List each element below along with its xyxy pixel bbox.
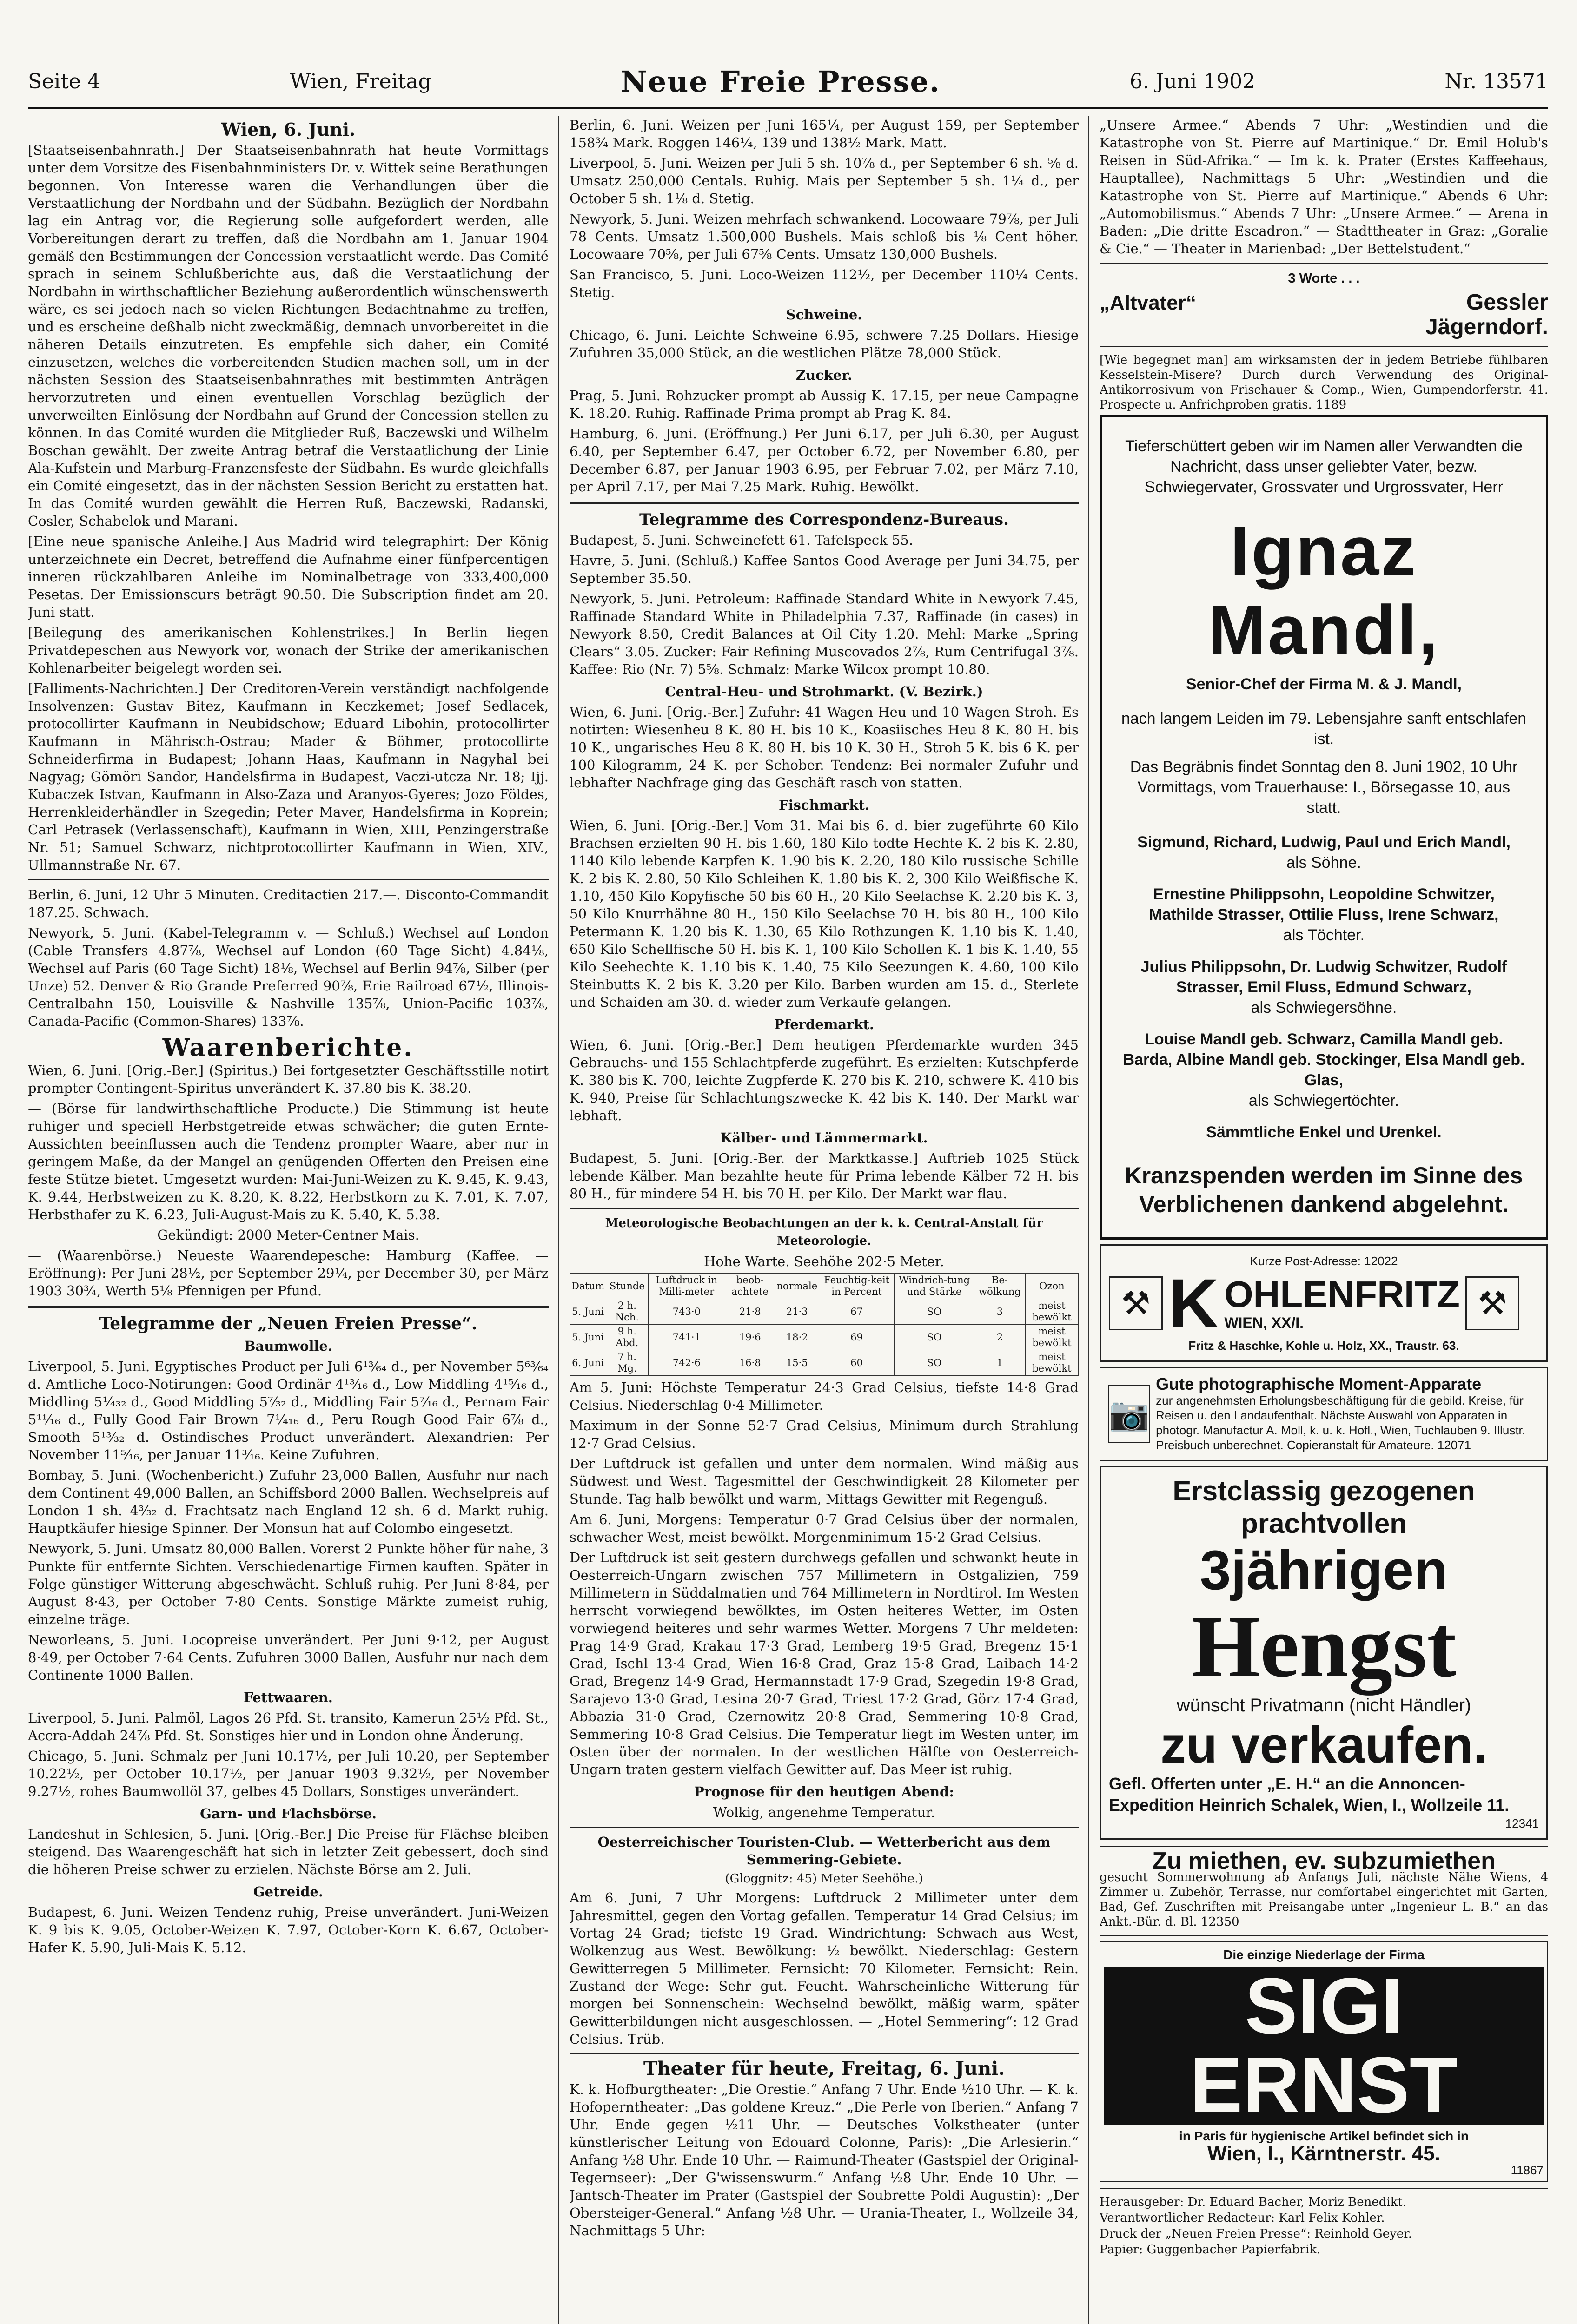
ad-line: zu verkaufen. xyxy=(1160,1717,1488,1774)
table-cell: 67 xyxy=(819,1299,895,1325)
theatre-listing: „Unsere Armee.“ Abends 7 Uhr: „Westindien und die Katastrophe von St. Pierre auf Martinique.“ Dr. Emil Holub's Reisen in Süd-Afrika.“ — Im k. k. Prater (Erstes Kaffeehaus, Hauptallee), Nachmittags 5 Uhr: „Westindien und die Katastrophe von St. Pierre auf Martinique.“ Abends 6 Uhr: „Automobilismus.“ Abends 7 Uhr: „Unsere Armee.“ — Arena in Baden: „Die dritte Escadron.“ — Stadttheater in Graz: „Goralie & Cie.“ — Theater in Marienbad: „Der Bettelstudent.“ xyxy=(1100,117,1548,257)
subsection-heading: Pferdemarkt. xyxy=(774,1017,875,1032)
article-paragraph: Am 6. Juni, Morgens: Temperatur 0·7 Grad Celsius über der normalen, schwacher West, meist bewölkt. Morgenminimum 15·2 Grad Celsius. xyxy=(570,1512,1079,1545)
table-header-cell: beob-achtete xyxy=(725,1274,775,1299)
table-header-cell: Datum xyxy=(570,1274,606,1299)
ad-line: Erstclassig gezogenen prachtvollen xyxy=(1173,1475,1475,1539)
notice-intro: Tieferschüttert geben wir im Namen aller Verwandten die Nachricht, dass unser geliebter Vater, bezw. Schwiegervater, Grossvater und Urgrossvater, Herr xyxy=(1125,437,1523,496)
table-cell: 5. Juni xyxy=(570,1299,606,1325)
divider xyxy=(570,1827,1079,1828)
divider xyxy=(28,879,549,880)
sigi-ernst-ad xyxy=(1100,1941,1548,2182)
met-table-subtitle: Hohe Warte. Seehöhe 202·5 Meter. xyxy=(704,1254,944,1269)
table-cell: 742·6 xyxy=(648,1350,725,1376)
ad-ref-number: 12341 xyxy=(1505,1816,1539,1830)
wreath-notice: Kranzspenden werden im Sinne des Verblichenen dankend abgelehnt. xyxy=(1125,1162,1523,1217)
table-cell: 69 xyxy=(819,1325,895,1350)
ad-address: Wien, I., Kärntnerstr. 45. xyxy=(1207,2142,1440,2165)
ad-line: Die einzige Niederlage der Firma xyxy=(1223,1948,1425,1962)
article-paragraph: Liverpool, 5. Juni. Palmöl, Lagos 26 Pfd. St. transito, Kamerun 25½ Pfd. St., Accra-Addah 24⅞ Pfd. St. Sonstiges hier und in London ohne Änderung. xyxy=(28,1710,549,1743)
ad-logo-row: ⚒ K OHLENFRITZ WIEN, XX/I. ⚒ xyxy=(1109,1268,1539,1338)
theatre-listing: K. k. Hofburgtheater: „Die Orestie.“ Anfang 7 Uhr. Ende ½10 Uhr. — K. k. Hofoperntheater: „Das goldene Kreuz.“ „Die Perle von Iberien.“ Anfang 7 Uhr. Ende gegen ½11 Uhr. — Deutsches Volkstheater (unter künstlerischer Leitung von Edouard Colonne, Paris): „Die Arlesierin.“ Anfang ½8 Uhr. Ende 10 Uhr. — Raimund-Theater (Gastspiel der Original-Tegernseer): „Der G'wissenswurm.“ Anfang ½8 Uhr. Ende 10 Uhr. — Jantsch-Theater im Prater (Gastspiel der Soubrette Poldi Augustin): „Der Obersteiger-General.“ Anfang ½8 Uhr. — Urania-Theater, I., Wollzeile 34, Nachmittags 5 Uhr: xyxy=(570,2081,1079,2238)
table-cell: 60 xyxy=(819,1350,895,1376)
subsection-heading: Central-Heu- und Strohmarkt. (V. Bezirk.) xyxy=(665,684,983,700)
column-2 xyxy=(570,116,1079,2324)
table-header-cell: Be-wölkung xyxy=(974,1274,1025,1299)
ad-contact: Gefl. Offerten unter „E. H.“ an die Annoncen-Expedition Heinrich Schalek, Wien, I., Wollzeile 11. xyxy=(1109,1774,1510,1815)
divider xyxy=(1100,263,1548,264)
table-cell: 18·2 xyxy=(775,1325,819,1350)
subsection-heading: Baumwolle. xyxy=(244,1338,332,1354)
table-header-cell: Windrich-tung und Stärke xyxy=(895,1274,974,1299)
ad-telegram-address: Kurze Post-Adresse: 12022 xyxy=(1250,1254,1398,1268)
article-paragraph: Am 5. Juni: Höchste Temperatur 24·3 Grad Celsius, tiefste 14·8 Grad Celsius. Niederschlag 0·4 Millimeter. xyxy=(570,1380,1079,1413)
table-cell: 3 xyxy=(974,1299,1025,1325)
ad-text: „Altvater“ xyxy=(1100,291,1196,314)
ad-company-name: OHLENFRITZ xyxy=(1224,1274,1460,1315)
subsection-heading: Garn- und Flachsbörse. xyxy=(200,1806,377,1822)
article-paragraph: Budapest, 6. Juni. Weizen Tendenz ruhig, Preise unverändert. Juni-Weizen K. 9 bis K. 9.05, October-Weizen K. 7.97, October-Korn K. 6.67, October-Hafer K. 5.90, Juli-Mais K. 5.12. xyxy=(28,1904,549,1955)
article-paragraph: Budapest, 5. Juni. [Orig.-Ber. der Marktkasse.] Auftrieb 1025 Stück lebende Kälber. Man bezahlte heute für Prima lebende Kälber 72 H. bis 80 H., für mindere 54 H. bis 70 H. per Kilo. Der Markt war flau. xyxy=(570,1150,1079,1202)
ad-text: zur angenehmsten Erholungsbeschäftigung für die gebild. Kreise, für Reisen u. den Landaufenthalt. Nächste Auswahl von Apparaten in photogr. Manufactur A. Moll, k. u. k. Hofl., Wien, Tuchlauben 9. Illustr. Preisbuch unberechnet. Copieranstalt für Amateure. 12071 xyxy=(1156,1393,1525,1452)
newspaper-title: Neue Freie Presse. xyxy=(621,64,941,99)
header-date: 6. Juni 1902 xyxy=(1129,69,1256,93)
horse-sale-ad xyxy=(1100,1466,1548,1840)
subsection-heading: Fischmarkt. xyxy=(778,797,869,813)
header-city-day: Wien, Freitag xyxy=(290,69,431,93)
table-cell: 2 h. Nch. xyxy=(606,1299,648,1325)
notice-text: nach langem Leiden im 79. Lebensjahre sanft entschlafen ist. xyxy=(1121,710,1527,748)
ad-address: Fritz & Haschke, Kohle u. Holz, XX., Traustr. 63. xyxy=(1188,1339,1459,1353)
hammer-pick-icon: ⚒ xyxy=(1465,1276,1519,1330)
article-paragraph: Chicago, 6. Juni. Leichte Schweine 6.95, schwere 7.25 Dollars. Hiesige Zufuhren 35,000 Stück, an die westlichen Plätze 78,000 Stück. xyxy=(570,327,1079,361)
article-paragraph: [Falliments-Nachrichten.] Der Creditoren-Verein verständigt nachfolgende Insolvenzen: Gustav Bitez, Kaufmann in Keczkemet; Josef Sedlacek, protocollirter Kaufmann in Neubidschow; Eduard Libohin, protocollirter Kaufmann in Mährisch-Ostrau; Mader & Böhmer, protocollirte Schneiderfirma in Budapest; Johann Haas, Kaufmann in Nagyhal bei Nagyag; Gömöri Sandor, Handelsfirma in Budapest, Vaczi-utcza Nr. 18; Ijj. Kubaczek Istvan, Kaufmann in Also-Zaza und Aranyos-Gyeres; Jozo Földes, Herrenkleiderhändler in Szegedin; Peter Maver, Handelsfirma in Koprein; Carl Petrasek (Verlassenschaft), Kaufmann in Wien, XIII, Penzingerstraße Nr. 51; Samuel Schwarz, nichtprotocollirter Kaufmann in Wien, XIV., Ullmannstraße Nr. 67. xyxy=(28,680,549,873)
article-paragraph: [Beilegung des amerikanischen Kohlenstrikes.] In Berlin liegen Privatdepeschen aus Newyork vor, wonach der Strike der amerikanischen Kohlenarbeiter beigelegt worden sei. xyxy=(28,625,549,676)
article-paragraph: Prag, 5. Juni. Rohzucker prompt ab Aussig K. 17.15, per neue Campagne K. 18.20. Ruhig. Raffinade Prima prompt ab Prag K. 84. xyxy=(570,388,1079,421)
article-paragraph: Der Luftdruck ist seit gestern durchwegs gefallen und schwankt heute in Oesterreich-Ungarn zwischen 757 Millimetern in Ostgalizien, 759 Millimetern in Süddalmatien und 764 Millimetern in Nordtirol. Im Westen herrscht vorwiegend bewölktes, im Osten heiteres Wetter, im Osten vorwiegend heiteres und sehr warmes Wetter. Morgens 7 Uhr meldeten: Prag 14·9 Grad, Krakau 17·3 Grad, Lemberg 19·5 Grad, Bregenz 15·1 Grad, Ischl 13·4 Grad, Wien 16·8 Grad, Graz 15·8 Grad, Laibach 14·2 Grad, Bregenz 14·9 Grad, Hermannstadt 17·9 Grad, Szegedin 19·8 Grad, Sarajevo 13·0 Grad, Lesina 20·7 Grad, Triest 17·2 Grad, Görz 17·4 Grad, Abbazia 31·0 Grad, Czernowitz 20·8 Grad, Semmering 10·8 Grad, Semmering 10·8 Grad Celsius. Die Temperatur liegt im Westen unter, im Osten über der normalen. In der westlichen Hälfte von Oesterreich-Ungarn traten gestern vielfach Gewitter auf. Das Meer ist ruhig. xyxy=(570,1550,1079,1777)
table-row xyxy=(570,1299,1079,1325)
weather-table xyxy=(570,1273,1079,1376)
table-cell: 2 xyxy=(974,1325,1025,1350)
rent-ad-text: gesucht Sommerwohnung ab Anfangs Juli, nächste Nähe Wiens, 4 Zimmer u. Zubehör, Terrasse, nur comfortabel eingerichtet mit Garten, Bad, Gef. Zuschriften mit Preisangabe unter „Ingenieur L. B.“ an das Ankt.-Bür. d. Bl. 12350 xyxy=(1100,1870,1548,1929)
page-number: Seite 4 xyxy=(28,69,100,93)
table-cell: SO xyxy=(895,1325,974,1350)
ad-city: WIEN, XX/I. xyxy=(1224,1314,1304,1331)
article-paragraph: Berlin, 6. Juni. Weizen per Juni 165¼, per August 159, per September 158¾ Mark. Roggen 146¼, 139 und 138½ Mark. Matt. xyxy=(570,117,1079,151)
hammer-pick-icon: ⚒ xyxy=(1109,1276,1163,1330)
ad-line: in Paris für hygienische Artikel befindet sich in xyxy=(1179,2129,1469,2143)
ad-paragraph: [Wie begegnet man] am wirksamsten der in jedem Betriebe fühlbaren Kesselstein-Misere? Durch durch Verwendung des Original-Antikorrosivum von Frischauer & Comp., Wien, Gumpendorferstr. 41. Prospecte u. Anfrichproben gratis. 1189 xyxy=(1100,353,1548,412)
mourning-notice xyxy=(1100,415,1548,1240)
table-cell: 9 h. Abd. xyxy=(606,1325,648,1350)
table-header-cell: Stunde xyxy=(606,1274,648,1299)
table-header-cell: Ozon xyxy=(1025,1274,1078,1299)
ad-line: wünscht Privatmann (nicht Händler) xyxy=(1176,1695,1471,1716)
family-relation: als Töchter. xyxy=(1283,926,1365,944)
article-paragraph: Wien, 6. Juni. [Orig.-Ber.] Dem heutigen Pferdemarkte wurden 345 Gebrauchs- und 155 Schlachtpferde zugeführt. Es erzielten: Kutschpferde K. 380 bis K. 700, leichte Zugpferde K. 270 bis K. 210, schwere K. 410 bis K. 940, Preise für Schlachtungszwecke K. 42 bis K. 140. Der Markt war lebhaft. xyxy=(570,1037,1079,1123)
article-paragraph: Wien, 6. Juni. [Orig.-Ber.] (Spiritus.) Bei fortgesetzter Geschäftsstille notirt prompter Contingent-Spiritus unverändert K. 37.80 bis K. 38.20. xyxy=(28,1063,549,1096)
subsection-note: (Gloggnitz: 45) Meter Seehöhe.) xyxy=(725,1872,923,1886)
section-heading: Waarenberichte. xyxy=(162,1034,414,1062)
subsection-heading: Getreide. xyxy=(253,1884,324,1900)
divider xyxy=(570,502,1079,504)
ad-headline: Hengst xyxy=(1191,1598,1457,1696)
article-paragraph: Hamburg, 6. Juni. (Eröffnung.) Per Juni 6.17, per Juli 6.30, per August 6.40, per September 6.47, per October 6.72, per November 6.80, per December 6.87, per Januar 1903 6.95, per Februar 7.02, per März 7.10, per April 7.17, per Mai 7.25 Mark. Ruhig. Bewölkt. xyxy=(570,426,1079,495)
divider xyxy=(1100,2188,1548,2189)
family-names: Sigmund, Richard, Ludwig, Paul und Erich Mandl, xyxy=(1137,833,1511,851)
table-cell: 1 xyxy=(974,1350,1025,1376)
table-cell: meist bewölkt xyxy=(1025,1325,1078,1350)
article-paragraph: Chicago, 5. Juni. Schmalz per Juni 10.17½, per Juli 10.20, per September 10.22½, per October 10.17½, per Januar 1903 9.32½, per November 9.27½, rohes Baumwollöl 37, gelbes 45 Dollars, Sonstiges unverändert. xyxy=(28,1748,549,1799)
table-cell: 743·0 xyxy=(648,1299,725,1325)
article-paragraph: Berlin, 6. Juni, 12 Uhr 5 Minuten. Creditactien 217.—. Disconto-Commandit 187.25. Schwach. xyxy=(28,887,549,920)
article-paragraph: Am 6. Juni, 7 Uhr Morgens: Luftdruck 2 Millimeter unter dem Jahresmittel, gegen den Vortag gefallen. Temperatur 14 Grad Celsius; im Vortag 24 Grad; tiefste 19 Grad. Windrichtung: Schwach aus West, Wolkenzug aus West. Bewölkung: ½ bewölkt. Niederschlag: Gestern Gewitterregen 5 Millimeter. Fernsicht: 70 Kilometer. Fernsicht: Rein. Zustand der Wege: Sehr gut. Feucht. Wahrscheinliche Witterung für morgen bei Sonnenschein: Wechselnd bewölkt, mäßig warm, später Gewitterbildungen nicht ausgeschlossen. — „Hotel Semmering“: 12 Grad Celsius. Trüb. xyxy=(570,1890,1079,2047)
theatre-heading: Theater für heute, Freitag, 6. Juni. xyxy=(643,2058,1005,2080)
article-paragraph: Liverpool, 5. Juni. Egyptisches Product per Juli 6¹³⁄₆₄ d., per November 5⁶³⁄₆₄ d. Amtliche Loco-Notirungen: Good Ordinär 4¹³⁄₁₆ d., Low Middling 4¹⁵⁄₁₆ d., Middling 5¼₃₂ d., Good Middling 5⁷⁄₃₂ d., Middling Fair 5⁷⁄₁₆ d., Pernam Fair 5¹¹⁄₁₆ d., Fully Good Fair Brown 7¼₁₆ d., Peru Rough Good Fair 6⅞ d., Smooth 5¹³⁄₃₂ d. Ostindisches Product unverändert. Alexandrien: Per November 11⁵⁄₁₆, per Januar 11³⁄₁₆. Keine Zufuhren. xyxy=(28,1359,549,1463)
notice-text: Das Begräbnis findet Sonntag den 8. Juni 1902, 10 Uhr Vormittags, vom Trauerhause: I., Börsegasse 10, aus statt. xyxy=(1130,758,1518,817)
divider xyxy=(28,1306,549,1308)
table-header-row xyxy=(570,1274,1079,1299)
ad-headline: SIGI ERNST xyxy=(1104,1967,1544,2125)
article-paragraph: Newyork, 5. Juni. Petroleum: Raffinade Standard White in Newyork 7.45, Raffinade Standard White in Philadelphia 7.37, Raffinade (in cases) in Newyork 8.50, Credit Balances at Oil City 1.20. Mehl: Marke „Spring Clears“ 3.05. Zucker: Fair Refining Muscovados 2⅞, Rum Centrifugal 3⅞. Kaffee: Rio (Nr. 7) 5⅝. Schmalz: Marke Wilcox prompt 10.80. xyxy=(570,591,1079,677)
ad-line: 3jährigen xyxy=(1199,1539,1448,1601)
table-cell: 741·1 xyxy=(648,1325,725,1350)
family-names: Sämmtliche Enkel und Urenkel. xyxy=(1206,1123,1442,1141)
table-cell: 6. Juni xyxy=(570,1350,606,1376)
article-paragraph: Wien, 6. Juni. [Orig.-Ber.] Zufuhr: 41 Wagen Heu und 10 Wagen Stroh. Es notirten: Wiesenheu 8 K. 80 H. bis 10 K., Koasiisches Heu 8 K. 80 H. bis 10 K., ungarisches Heu 8 K. 80 H. bis 10 K. 30 H., Stroh 5 K. bis 6 K. per 100 Kilogramm, 24 K. per Schober. Tendenz: Bei normaler Zufuhr und lebhafter Nachfrage ging das Geschäft rasch von statten. xyxy=(570,704,1079,791)
subsection-heading: Zucker. xyxy=(795,367,853,383)
subsection-heading: Fettwaaren. xyxy=(244,1690,333,1705)
altvater-ad xyxy=(1100,290,1548,315)
family-relation: als Schwiegersöhne. xyxy=(1251,999,1397,1017)
article-paragraph: San Francisco, 5. Juni. Loco-Weizen 112½, per December 110¼ Cents. Stetig. xyxy=(570,267,1079,300)
page-header xyxy=(28,56,1548,109)
divider xyxy=(1100,346,1548,347)
article-paragraph: Bombay, 5. Juni. (Wochenbericht.) Zufuhr 23,000 Ballen, Ausfuhr nur nach dem Continent 49,000 Ballen, an Schiffsbord 2000 Ballen. Wechselpreis auf London 1 sh. 4³⁄₃₂ d. Frachtsatz nach England 12 sh. 6 d. Markt ruhig. Hauptkäufer hiesige Spinner. Der Monsun hat auf Colombo eingesetzt. xyxy=(28,1467,549,1536)
article-paragraph: Liverpool, 5. Juni. Weizen per Juli 5 sh. 10⅞ d., per September 6 sh. ⅝ d. Umsatz 250,000 Centals. Ruhig. Mais per September 5 sh. 1¼ d., per October 5 sh. 1⅛ d. Stetig. xyxy=(570,155,1079,206)
photo-apparatus-ad xyxy=(1100,1367,1548,1461)
family-relation: als Schwiegertöchter. xyxy=(1248,1092,1399,1109)
table-cell: 5. Juni xyxy=(570,1325,606,1350)
ad-label: 3 Worte . . . xyxy=(1288,271,1360,286)
table-body xyxy=(570,1299,1079,1376)
family-names: Louise Mandl geb. Schwarz, Camilla Mandl geb. Barda, Albine Mandl geb. Stockinger, Elsa Mandl geb. Glas, xyxy=(1123,1030,1525,1089)
ad-text: Jägerndorf. xyxy=(1425,315,1548,339)
column-3 xyxy=(1100,116,1548,2324)
article-paragraph: [Staatseisenbahnrath.] Der Staatseisenbahnrath hat heute Vormittags unter dem Vorsitze des Eisenbahnministers Dr. v. Wittek seine Berathungen begonnen. Von Interesse waren die Verhandlungen über die Verstaatlichung der Nordbahn und der Südbahn. Bezüglich der Nordbahn lag ein Antrag vor, die Regierung solle aufgefordert werden, alle Vorbereitungen derart zu treffen, daß die Nordbahn am 1. Januar 1904 gemäß den Bestimmungen der Concession verstaatlicht werde. Das Comité sprach in seinem Schlußberichte aus, daß die Verstaatlichung der Nordbahn in wirthschaftlicher Beziehung außerordentlich wünschenswerth wäre, es sei jedoch nach so vielen Richtungen Bedachtnahme zu treffen, und es erscheine deßhalb nicht zweckmäßig, demnach unvorbereitet in die näheren Details einzutreten. Es empfehle sich daher, ein Comité einzusetzen, welches die vorbereitenden Studien machen soll, um in der nächsten Session des Staatseisenbahnrathes mit bestimmten Anträgen hervorzutreten und einen eventuellen Vorschlag bezüglich der unverweilten Einlösung der Nordbahn auf Grund der Concession stellen zu können. In das Comité wurden die Mitglieder Ruß, Baczewski und Wilhelm Boschan gewählt. Der zweite Antrag betraf die Verstaatlichung der Linie Ala-Kufstein und Marburg-Franzensfeste der Südbahn. Es wurde gleichfalls ein Comité eingesetzt, das in der nächsten Session Bericht zu erstatten hat. In das Comité wurden gewählt die Herren Ruß, Baczewski, Radanski, Cosler, Schabelok und Marani. xyxy=(28,142,549,529)
deceased-name: Ignaz Mandl, xyxy=(1208,512,1440,669)
article-paragraph: Havre, 5. Juni. (Schluß.) Kaffee Santos Good Average per Juni 34.75, per September 35.50. xyxy=(570,553,1079,586)
table-cell: 7 h. Mg. xyxy=(606,1350,648,1376)
imprint-line: Verantwortlicher Redacteur: Karl Felix Kohler. xyxy=(1100,2211,1385,2225)
subsection-heading: Schweine. xyxy=(786,307,862,323)
article-paragraph: Der Luftdruck ist gefallen und unter dem normalen. Wind mäßig aus Südwest und West. Tagesmittel der Geschwindigkeit 28 Kilometer per Stunde. Tag halb bewölkt und warm, Mittags Gewitter mit Regenguß. xyxy=(570,1456,1079,1507)
section-heading: Telegramme der „Neuen Freien Presse“. xyxy=(99,1314,477,1334)
table-header-cell: Feuchtig-keit in Percent xyxy=(819,1274,895,1299)
table-header-cell: Luftdruck in Milli-meter xyxy=(648,1274,725,1299)
article-paragraph: Neworleans, 5. Juni. Locopreise unverändert. Per Juni 9·12, per August 8·49, per October 7·64 Cents. Zufuhren 3000 Ballen, Ausfuhr nur nach dem Continente 1000 Ballen. xyxy=(28,1632,549,1683)
rent-ad-title: Zu miethen, ev. subzumiethen xyxy=(1152,1848,1496,1875)
article-paragraph: Landeshut in Schlesien, 5. Juni. [Orig.-Ber.] Die Preise für Flächse bleiben steigend. Das Waarengeschäft hat sich in letzter Zeit gebessert, doch sind die höheren Preise schwer zu erzielen. Nächste Börse am 2. Juli. xyxy=(28,1826,549,1877)
column-divider xyxy=(558,116,559,2324)
kohlenfritz-ad xyxy=(1100,1244,1548,1362)
issue-number: Nr. 13571 xyxy=(1444,69,1548,93)
forecast-text: Wolkig, angenehme Temperatur. xyxy=(713,1804,935,1820)
divider xyxy=(570,2053,1079,2054)
table-cell: meist bewölkt xyxy=(1025,1350,1078,1376)
ad-text: Gessler xyxy=(1466,290,1548,315)
imprint-line: Herausgeber: Dr. Eduard Bacher, Moriz Benedikt. xyxy=(1100,2195,1407,2209)
ad-ref-number: 11867 xyxy=(1511,2163,1544,2177)
imprint-line: Druck der „Neuen Freien Presse“: Reinhold Geyer. xyxy=(1100,2227,1412,2241)
table-cell: SO xyxy=(895,1299,974,1325)
imprint-line: Papier: Guggenbacher Papierfabrik. xyxy=(1100,2243,1321,2257)
article-paragraph: Wien, 6. Juni. [Orig.-Ber.] Vom 31. Mai bis 6. d. bier zugeführte 60 Kilo Brachsen erzielten 90 H. bis 1.60, 180 Kilo todte Hechte K. 2 bis K. 2.80, 1140 Kilo lebende Karpfen K. 1.90 bis K. 2.20, 180 Kilo russische Schille K. 2 bis K. 2.80, 50 Kilo Schleihen K. 1.80 bis K. 2, 300 Kilo Weißfische K. 1.10, 450 Kilo Kopyfische 50 bis 60 H., 20 Kilo Seelachse K. 2.20 bis K. 3, 50 Kilo Knurrhähne 80 H., 150 Kilo Seelachse 70 H. bis 80 H., 100 Kilo Petermann K. 1.20 bis K. 1.30, 65 Kilo Rothzungen K. 1.10 bis K. 1.40, 650 Kilo Schellfische 50 H. bis K. 1, 100 Kilo Schollen K. 1 bis K. 1.40, 55 Kilo Seehechte K. 1.10 bis K. 1.40, 75 Kilo Seezungen K. 4.60, 100 Kilo Steinbutts K. 2 bis K. 3.20 per Kilo. Barben wurden am 15. d., Sterlete und Schaiden am 30. d. wieder zum Verkaufe gelangen. xyxy=(570,818,1079,1010)
section-heading: Telegramme des Correspondenz-Bureaus. xyxy=(639,510,1009,529)
article-paragraph: Newyork, 5. Juni. (Kabel-Telegramm v. — Schluß.) Wechsel auf London (Cable Transfers 4.87⅞, Wechsel auf London (60 Tage Sicht) 4.84⅛, Wechsel auf Paris (60 Tage Sicht) 18⅛, Wechsel auf Berlin 94⅞, Silber (per Unze) 52. Denver & Rio Grande Preferred 90⅞, Erie Railroad 67½, Illinois-Centralbahn 150, Louisville & Nashville 135⅞, Union-Pacific 103⅞, Canada-Pacific (Common-Shares) 133⅞. xyxy=(28,925,549,1029)
article-paragraph: Maximum in der Sonne 52·7 Grad Celsius, Minimum durch Strahlung 12·7 Grad Celsius. xyxy=(570,1418,1079,1451)
table-row xyxy=(570,1325,1079,1350)
table-cell: 19·6 xyxy=(725,1325,775,1350)
article-paragraph: Gekündigt: 2000 Meter-Centner Mais. xyxy=(157,1227,419,1243)
table-cell: meist bewölkt xyxy=(1025,1299,1078,1325)
family-relation: als Söhne. xyxy=(1286,854,1361,872)
article-paragraph: Budapest, 5. Juni. Schweinefett 61. Tafelspeck 55. xyxy=(570,532,914,548)
met-table-title: Meteorologische Beobachtungen an der k. k. Central-Anstalt für Meteorologie. xyxy=(605,1216,1043,1248)
forecast-heading: Prognose für den heutigen Abend: xyxy=(694,1784,954,1800)
table-row xyxy=(570,1350,1079,1376)
column-divider xyxy=(1088,116,1089,2324)
family-names: Ernestine Philippsohn, Leopoldine Schwitzer, Mathilde Strasser, Ottilie Fluss, Irene Schwarz, xyxy=(1149,885,1499,924)
article-paragraph: Newyork, 5. Juni. Umsatz 80,000 Ballen. Vorerst 2 Punkte höher für nahe, 3 Punkte für entfernte Sichten. Verschiedenartige Firmen kauften. Später in Folge günstiger Witterung abgeschwächt. Schluß ruhig. Per Juni 8·84, per August 8·43, per October 7·80 Cents. Sonstige Märkte zumeist ruhig, einzelne träge. xyxy=(28,1541,549,1627)
divider xyxy=(570,1208,1079,1209)
table-cell: 21·8 xyxy=(725,1299,775,1325)
table-header-cell: normale xyxy=(775,1274,819,1299)
section-heading: Oesterreichischer Touristen-Club. — Wetterbericht aus dem Semmering-Gebiete. xyxy=(597,1834,1051,1868)
divider xyxy=(1100,1935,1548,1936)
article-paragraph: [Eine neue spanische Anleihe.] Aus Madrid wird telegraphirt: Der König unterzeichnete ein Decret, betreffend die Aufnahme einer fünfpercentigen inneren rückzahlbaren Anleihe im Nominalbetrage von 333,400,000 Pesetas. Der Emissionscurs beträgt 90.50. Die Subscription findet am 20. Juni statt. xyxy=(28,534,549,620)
article-paragraph: — (Börse für landwirthschaftliche Producte.) Die Stimmung ist heute ruhiger und speciell Herbstgetreide etwas schwächer; die guten Ernte-Aussichten beeinflussen auch die Tendenz prompter Waare, aber nur in geringem Maße, da der Mangel an genügenden Offerten den Preisen eine feste Stütze bietet. Umgesetzt wurden: Mai-Juni-Weizen zu K. 9.45, K. 9.43, K. 9.44, Herbstweizen zu K. 8.20, K. 8.22, Herbstkorn zu K. 7.01, K. 7.07, Herbsthafer zu K. 6.23, Juli-August-Mais zu K. 5.40, K. 5.38. xyxy=(28,1101,549,1222)
table-cell: 16·8 xyxy=(725,1350,775,1376)
table-cell: 15·5 xyxy=(775,1350,819,1376)
imprint xyxy=(1100,2194,1548,2258)
camera-icon: 📷 xyxy=(1108,1385,1150,1443)
family-names: Julius Philippsohn, Dr. Ludwig Schwitzer, Rudolf Strasser, Emil Fluss, Edmund Schwarz, xyxy=(1140,958,1507,996)
column-1 xyxy=(28,116,549,2324)
ad-title: Gute photographische Moment-Apparate xyxy=(1156,1374,1482,1393)
deceased-title: Senior-Chef der Firma M. & J. Mandl, xyxy=(1186,675,1462,693)
article-paragraph: Newyork, 5. Juni. Weizen mehrfach schwankend. Locowaare 79⅞, per Juli 78 Cents. Umsatz 1.500,000 Bushels. Mais schloß bis ⅛ Cent höher. Locowaare 70⅝, per Juli 67⅝ Cents. Umsatz 130,000 Bushels. xyxy=(570,211,1079,262)
table-cell: SO xyxy=(895,1350,974,1376)
divider xyxy=(1100,1846,1548,1847)
table-cell: 21·3 xyxy=(775,1299,819,1325)
subsection-heading: Kälber- und Lämmermarkt. xyxy=(720,1130,928,1146)
dateline: Wien, 6. Juni. xyxy=(221,119,356,140)
article-paragraph: — (Waarenbörse.) Neueste Waarendepesche: Hamburg (Kaffee. — Eröffnung): Per Juni 28½, per September 29¼, per December 30, per März 1903 30¾, Werth 5⅛ Pfennigen per Pfund. xyxy=(28,1248,549,1299)
